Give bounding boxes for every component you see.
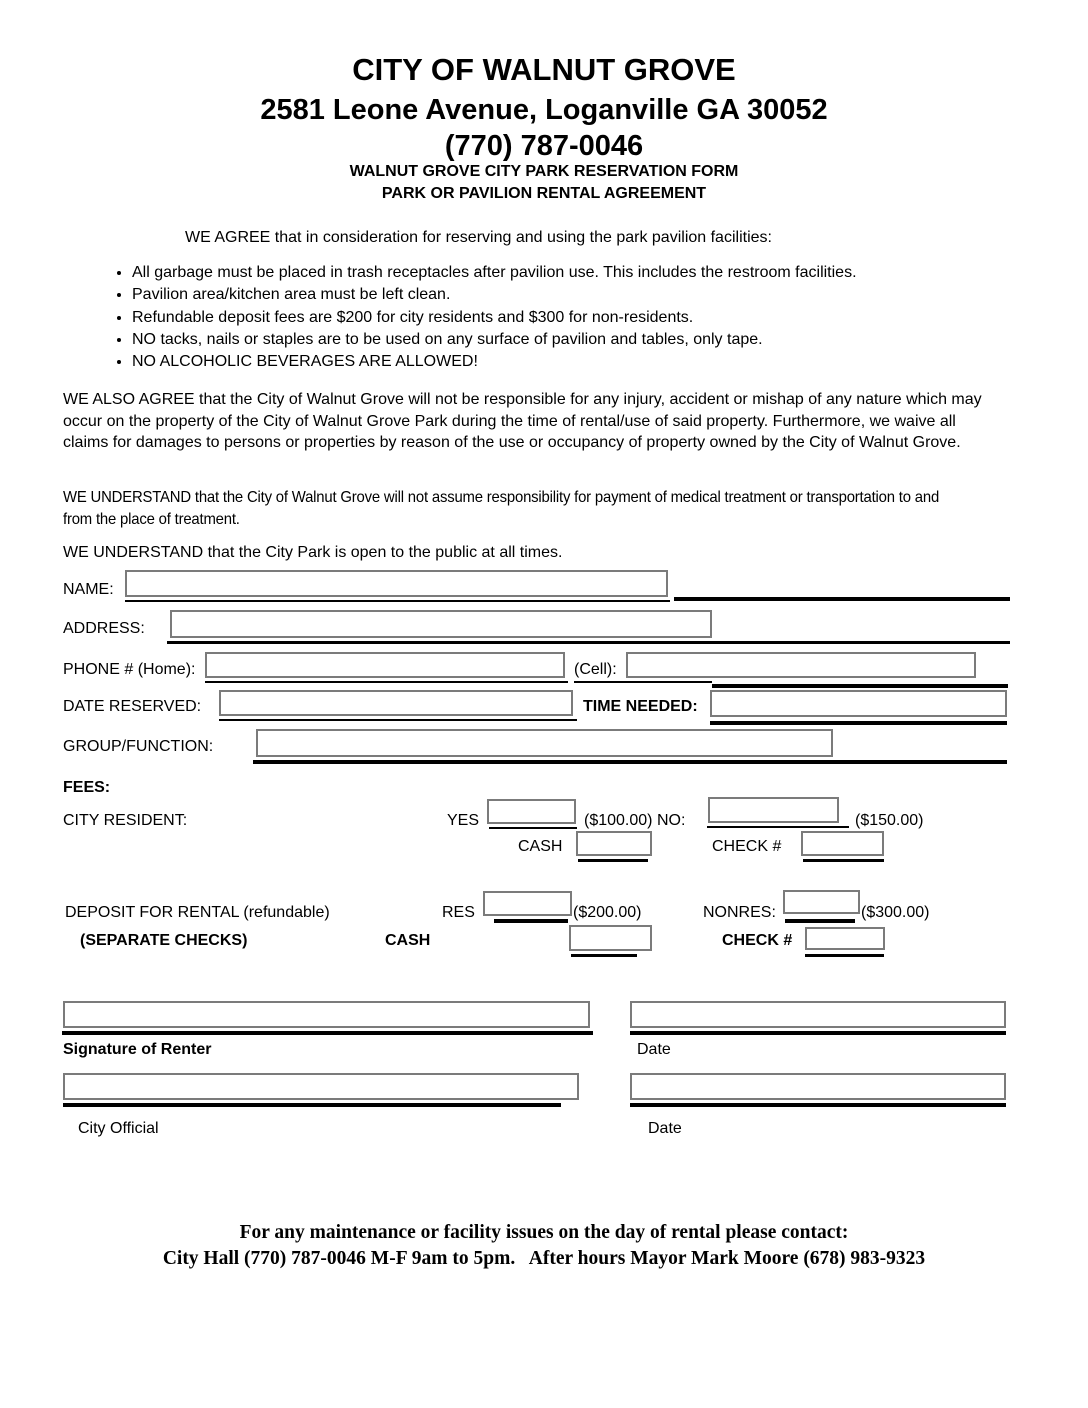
deposit-check-underline bbox=[805, 954, 884, 957]
official-line bbox=[63, 1103, 561, 1107]
deposit-label: DEPOSIT FOR RENTAL (refundable) bbox=[65, 904, 330, 921]
official-label: City Official bbox=[78, 1120, 159, 1137]
rule-item: • NO ALCOHOLIC BEVERAGES ARE ALLOWED! bbox=[132, 351, 1032, 373]
rule-item: • All garbage must be placed in trash receptacles after pavilion use. This includes the restroom facilities. bbox=[132, 262, 1032, 284]
resident-no-fee: ($150.00) bbox=[855, 812, 924, 829]
date-reserved-underline bbox=[219, 719, 577, 721]
deposit-check-input[interactable] bbox=[805, 927, 885, 950]
deposit-res-input[interactable] bbox=[483, 891, 572, 916]
deposit-nonres-label: NONRES: bbox=[703, 904, 776, 921]
deposit-res-underline bbox=[494, 919, 568, 923]
deposit-cash-input[interactable] bbox=[569, 925, 652, 951]
time-needed-label: TIME NEEDED: bbox=[583, 698, 698, 715]
address-input[interactable] bbox=[170, 610, 712, 638]
deposit-nonres-fee: ($300.00) bbox=[861, 904, 930, 921]
phone-cell-underline-thin bbox=[574, 681, 712, 683]
deposit-check-label: CHECK # bbox=[722, 932, 793, 949]
rule-item: • Pavilion area/kitchen area must be left clean. bbox=[132, 284, 1032, 306]
liability-paragraph: WE ALSO AGREE that the City of Walnut Grove will not be responsible for any injury, accident or mishap of any nature which may occur on the property of the City of Walnut Grove Park during the time of rental/use of said property. Furthermore, we waive all claims for damages to persons or properties by reason of the use or occupancy of property owned by the City of Walnut Grove. bbox=[63, 391, 982, 451]
deposit-nonres-input[interactable] bbox=[783, 890, 860, 914]
deposit-cash-label: CASH bbox=[385, 932, 431, 949]
signature-renter-line bbox=[62, 1031, 593, 1035]
resident-yes-input[interactable] bbox=[487, 799, 576, 824]
official-input[interactable] bbox=[63, 1073, 579, 1100]
fees-heading: FEES: bbox=[63, 779, 111, 796]
signature-renter-label: Signature of Renter bbox=[63, 1041, 212, 1058]
date-reserved-input[interactable] bbox=[219, 690, 573, 716]
deposit-cash-underline bbox=[571, 954, 637, 957]
signature-date-input[interactable] bbox=[630, 1001, 1006, 1028]
city-resident-label: CITY RESIDENT: bbox=[63, 812, 188, 829]
signature-renter-input[interactable] bbox=[63, 1001, 590, 1028]
official-date-label: Date bbox=[648, 1120, 682, 1137]
phone-home-underline bbox=[205, 681, 568, 683]
group-function-underline bbox=[253, 760, 1007, 764]
name-underline bbox=[125, 600, 670, 602]
resident-fee-no-group bbox=[584, 812, 685, 830]
time-needed-underline bbox=[710, 721, 1007, 725]
rules-list bbox=[105, 262, 1032, 373]
resident-cash-input[interactable] bbox=[576, 831, 652, 856]
signature-date-label: Date bbox=[637, 1041, 671, 1058]
phone-home-input[interactable] bbox=[205, 652, 565, 678]
resident-yes-underline bbox=[489, 827, 577, 829]
signature-date-line bbox=[630, 1031, 1006, 1035]
resident-no-input[interactable] bbox=[708, 797, 839, 823]
address-label: ADDRESS: bbox=[63, 620, 145, 637]
resident-cash-label: CASH bbox=[518, 838, 563, 855]
resident-yes-label: YES bbox=[447, 812, 480, 829]
official-date-input[interactable] bbox=[630, 1073, 1006, 1100]
medical-paragraph: WE UNDERSTAND that the City of Walnut Grove will not assume responsibility for payment of medical treatment or transportation to and from the place of treatment. bbox=[63, 489, 940, 528]
address-underline bbox=[167, 641, 1010, 644]
resident-check-label: CHECK # bbox=[712, 838, 782, 855]
group-function-label: GROUP/FUNCTION: bbox=[63, 738, 214, 755]
resident-no-underline bbox=[707, 826, 849, 828]
public-access-paragraph: WE UNDERSTAND that the City Park is open to the public at all times. bbox=[63, 544, 563, 561]
resident-check-input[interactable] bbox=[801, 831, 884, 856]
deposit-nonres-underline bbox=[785, 919, 855, 923]
form-subtitle-1: WALNUT GROVE CITY PARK RESERVATION FORM bbox=[349, 163, 739, 180]
maintenance-contact-line2: City Hall (770) 787-0046 M-F 9am to 5pm. After hours Mayor Mark Moore (678) 983-9323 bbox=[162, 1248, 926, 1269]
rule-item: • NO tacks, nails or staples are to be used on any surface of pavilion and tables, only tape. bbox=[132, 329, 1032, 351]
official-date-line bbox=[630, 1103, 1006, 1107]
resident-no-label: NO: bbox=[656, 812, 686, 829]
name-label: NAME: bbox=[63, 581, 114, 598]
city-phone: (770) 787-0046 bbox=[444, 130, 644, 162]
time-needed-input[interactable] bbox=[710, 690, 1007, 717]
resident-check-underline bbox=[803, 859, 884, 862]
form-subtitle-2: PARK OR PAVILION RENTAL AGREEMENT bbox=[381, 185, 707, 202]
phone-cell-underline-thick bbox=[712, 684, 1008, 688]
group-function-input[interactable] bbox=[256, 729, 833, 757]
resident-yes-fee: ($100.00) bbox=[584, 812, 653, 829]
phone-cell-label: (Cell): bbox=[574, 661, 617, 678]
resident-cash-underline bbox=[578, 859, 648, 862]
city-address: 2581 Leone Avenue, Loganville GA 30052 bbox=[260, 94, 828, 126]
deposit-res-fee: ($200.00) bbox=[573, 904, 642, 921]
name-right-line bbox=[674, 597, 1010, 601]
deposit-res-label: RES bbox=[442, 904, 475, 921]
agreement-intro: WE AGREE that in consideration for reserving and using the park pavilion facilities: bbox=[185, 229, 772, 246]
separate-checks-label: (SEPARATE CHECKS) bbox=[80, 932, 248, 949]
phone-cell-input[interactable] bbox=[626, 652, 976, 678]
name-input[interactable] bbox=[125, 570, 668, 597]
page-title: CITY OF WALNUT GROVE bbox=[352, 52, 736, 87]
date-reserved-label: DATE RESERVED: bbox=[63, 698, 202, 715]
phone-home-label: PHONE # (Home): bbox=[63, 661, 196, 678]
maintenance-contact-line1: For any maintenance or facility issues on the day of rental please contact: bbox=[239, 1222, 849, 1243]
rule-item: • Refundable deposit fees are $200 for city residents and $300 for non-residents. bbox=[132, 307, 1032, 329]
